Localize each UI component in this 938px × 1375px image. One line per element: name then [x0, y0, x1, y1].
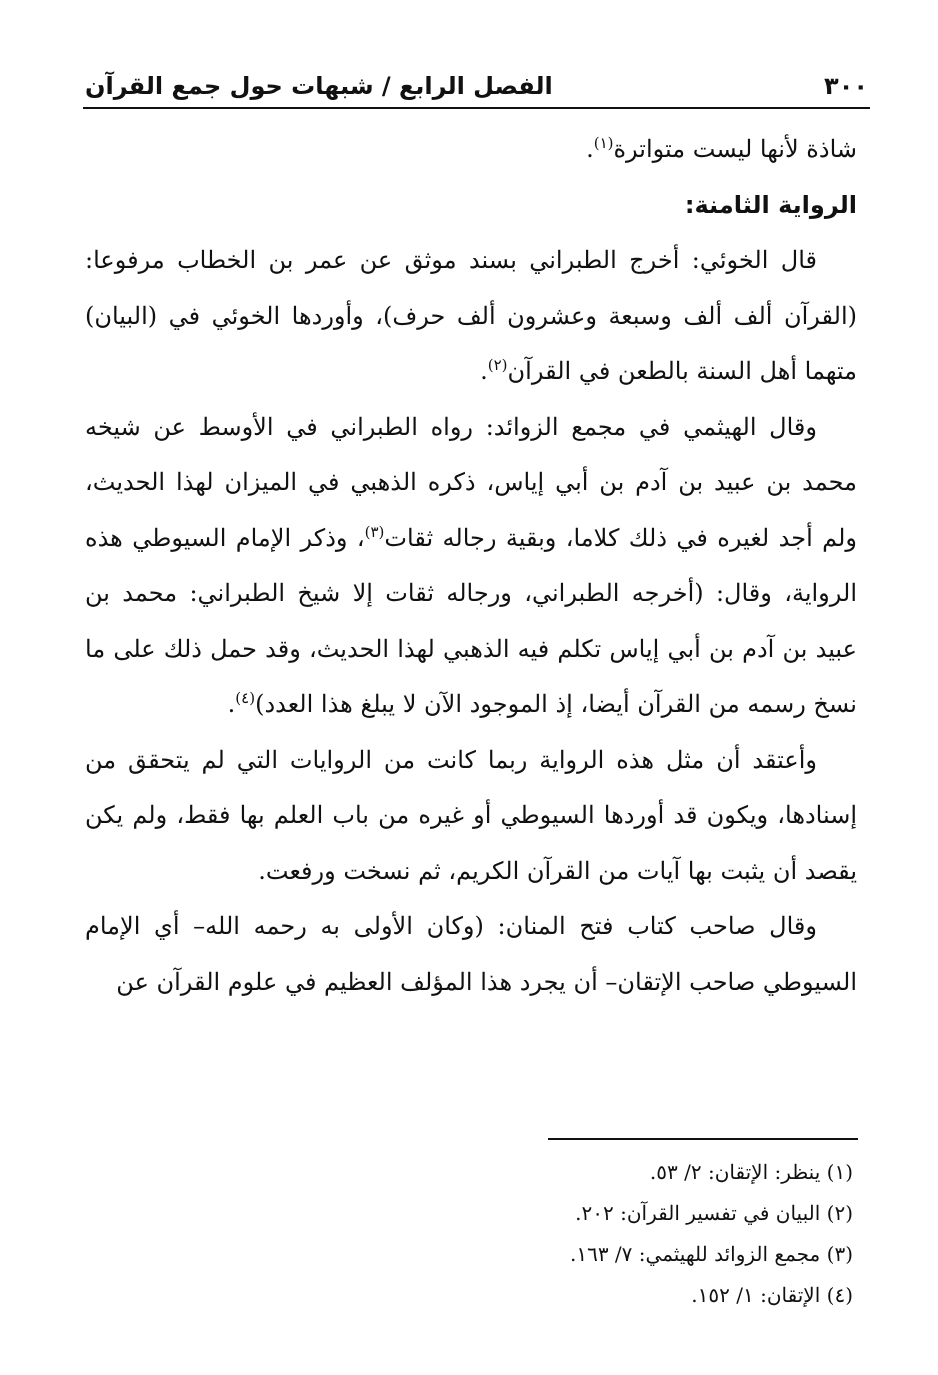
paragraph-2 [85, 233, 857, 400]
footnote-2: (٢) البيان في تفسير القرآن: ٢٠٢. [575, 1201, 853, 1225]
paragraph-3-text-1: وقال الهيثمي في مجمع الزوائد: رواه الطبراني في الأوسط عن شيخه محمد بن عبيد بن آدم بن أبي إياس، ذكره الذهبي في الميزان لهذا الحديث، ولم أجد لغيره في ذلك كلاما، وبقية رجاله ثقات [85, 412, 858, 552]
section-heading: الرواية الثامنة: [684, 190, 857, 219]
footnote-ref-1: (١) [593, 134, 614, 152]
paragraph-4: وأعتقد أن مثل هذه الرواية ربما كانت من الروايات التي لم يتحقق من إسنادها، ويكون قد أوردها السيوطي أو غيره من باب العلم بها فقط، ولم يكن يقصد أن يثبت بها آيات من القرآن الكريم، ثم نسخت ورفعت. [85, 745, 857, 885]
footnote-3: (٣) مجمع الزوائد للهيثمي: ٧/ ١٦٣. [569, 1242, 853, 1266]
paragraph-5: وقال صاحب كتاب فتح المنان: (وكان الأولى به رحمه الله– أي الإمام السيوطي صاحب الإتقان– أن يجرد هذا المؤلف العظيم في علوم القرآن عن [85, 912, 857, 996]
paragraph-1 [85, 122, 857, 178]
paragraph-3-tail: . [227, 690, 236, 718]
footnote-ref-3: (٣) [364, 522, 385, 541]
page-number: ٣٠٠ [824, 72, 868, 100]
header-divider [83, 107, 870, 109]
paragraph-3 [85, 400, 857, 733]
footnotes [85, 1152, 853, 1316]
paragraph-1-tail: . [586, 135, 594, 163]
paragraph-2-text: قال الخوئي: أخرج الطبراني بسند موثق عن عمر بن الخطاب مرفوعا: (القرآن ألف ألف وسبعة وعشرون ألف حرف)، وأوردها الخوئي في (البيان) متهما أهل السنة بالطعن في القرآن [85, 246, 857, 385]
footnote-4: (٤) الإتقان: ١/ ١٥٢. [691, 1283, 853, 1307]
footnote-1: (١) ينظر: الإتقان: ٢/ ٥٣. [649, 1160, 853, 1184]
running-header [85, 68, 868, 108]
paragraph-3-text-2: ، وذكر الإمام السيوطي هذه الرواية، وقال: (أخرجه الطبراني، ورجاله ثقات إلا شيخ الطبراني: محمد بن عبيد بن آدم بن أبي إياس تكلم فيه الذهبي لهذا الحديث، وقد حمل ذلك على ما نسخ رسمه من القرآن أيضا، إذ الموجود الآن لا يبلغ هذا العدد) [85, 523, 857, 718]
footnote-divider [548, 1138, 858, 1140]
paragraph-1-text: شاذة لأنها ليست متواترة [613, 135, 857, 163]
footnote-ref-4: (٤) [235, 689, 256, 707]
footnote-ref-2: (٢) [487, 356, 508, 374]
body-text [85, 122, 857, 1010]
chapter-title: الفصل الرابع / شبهات حول جمع القرآن [85, 72, 553, 100]
paragraph-2-tail: . [480, 357, 488, 385]
